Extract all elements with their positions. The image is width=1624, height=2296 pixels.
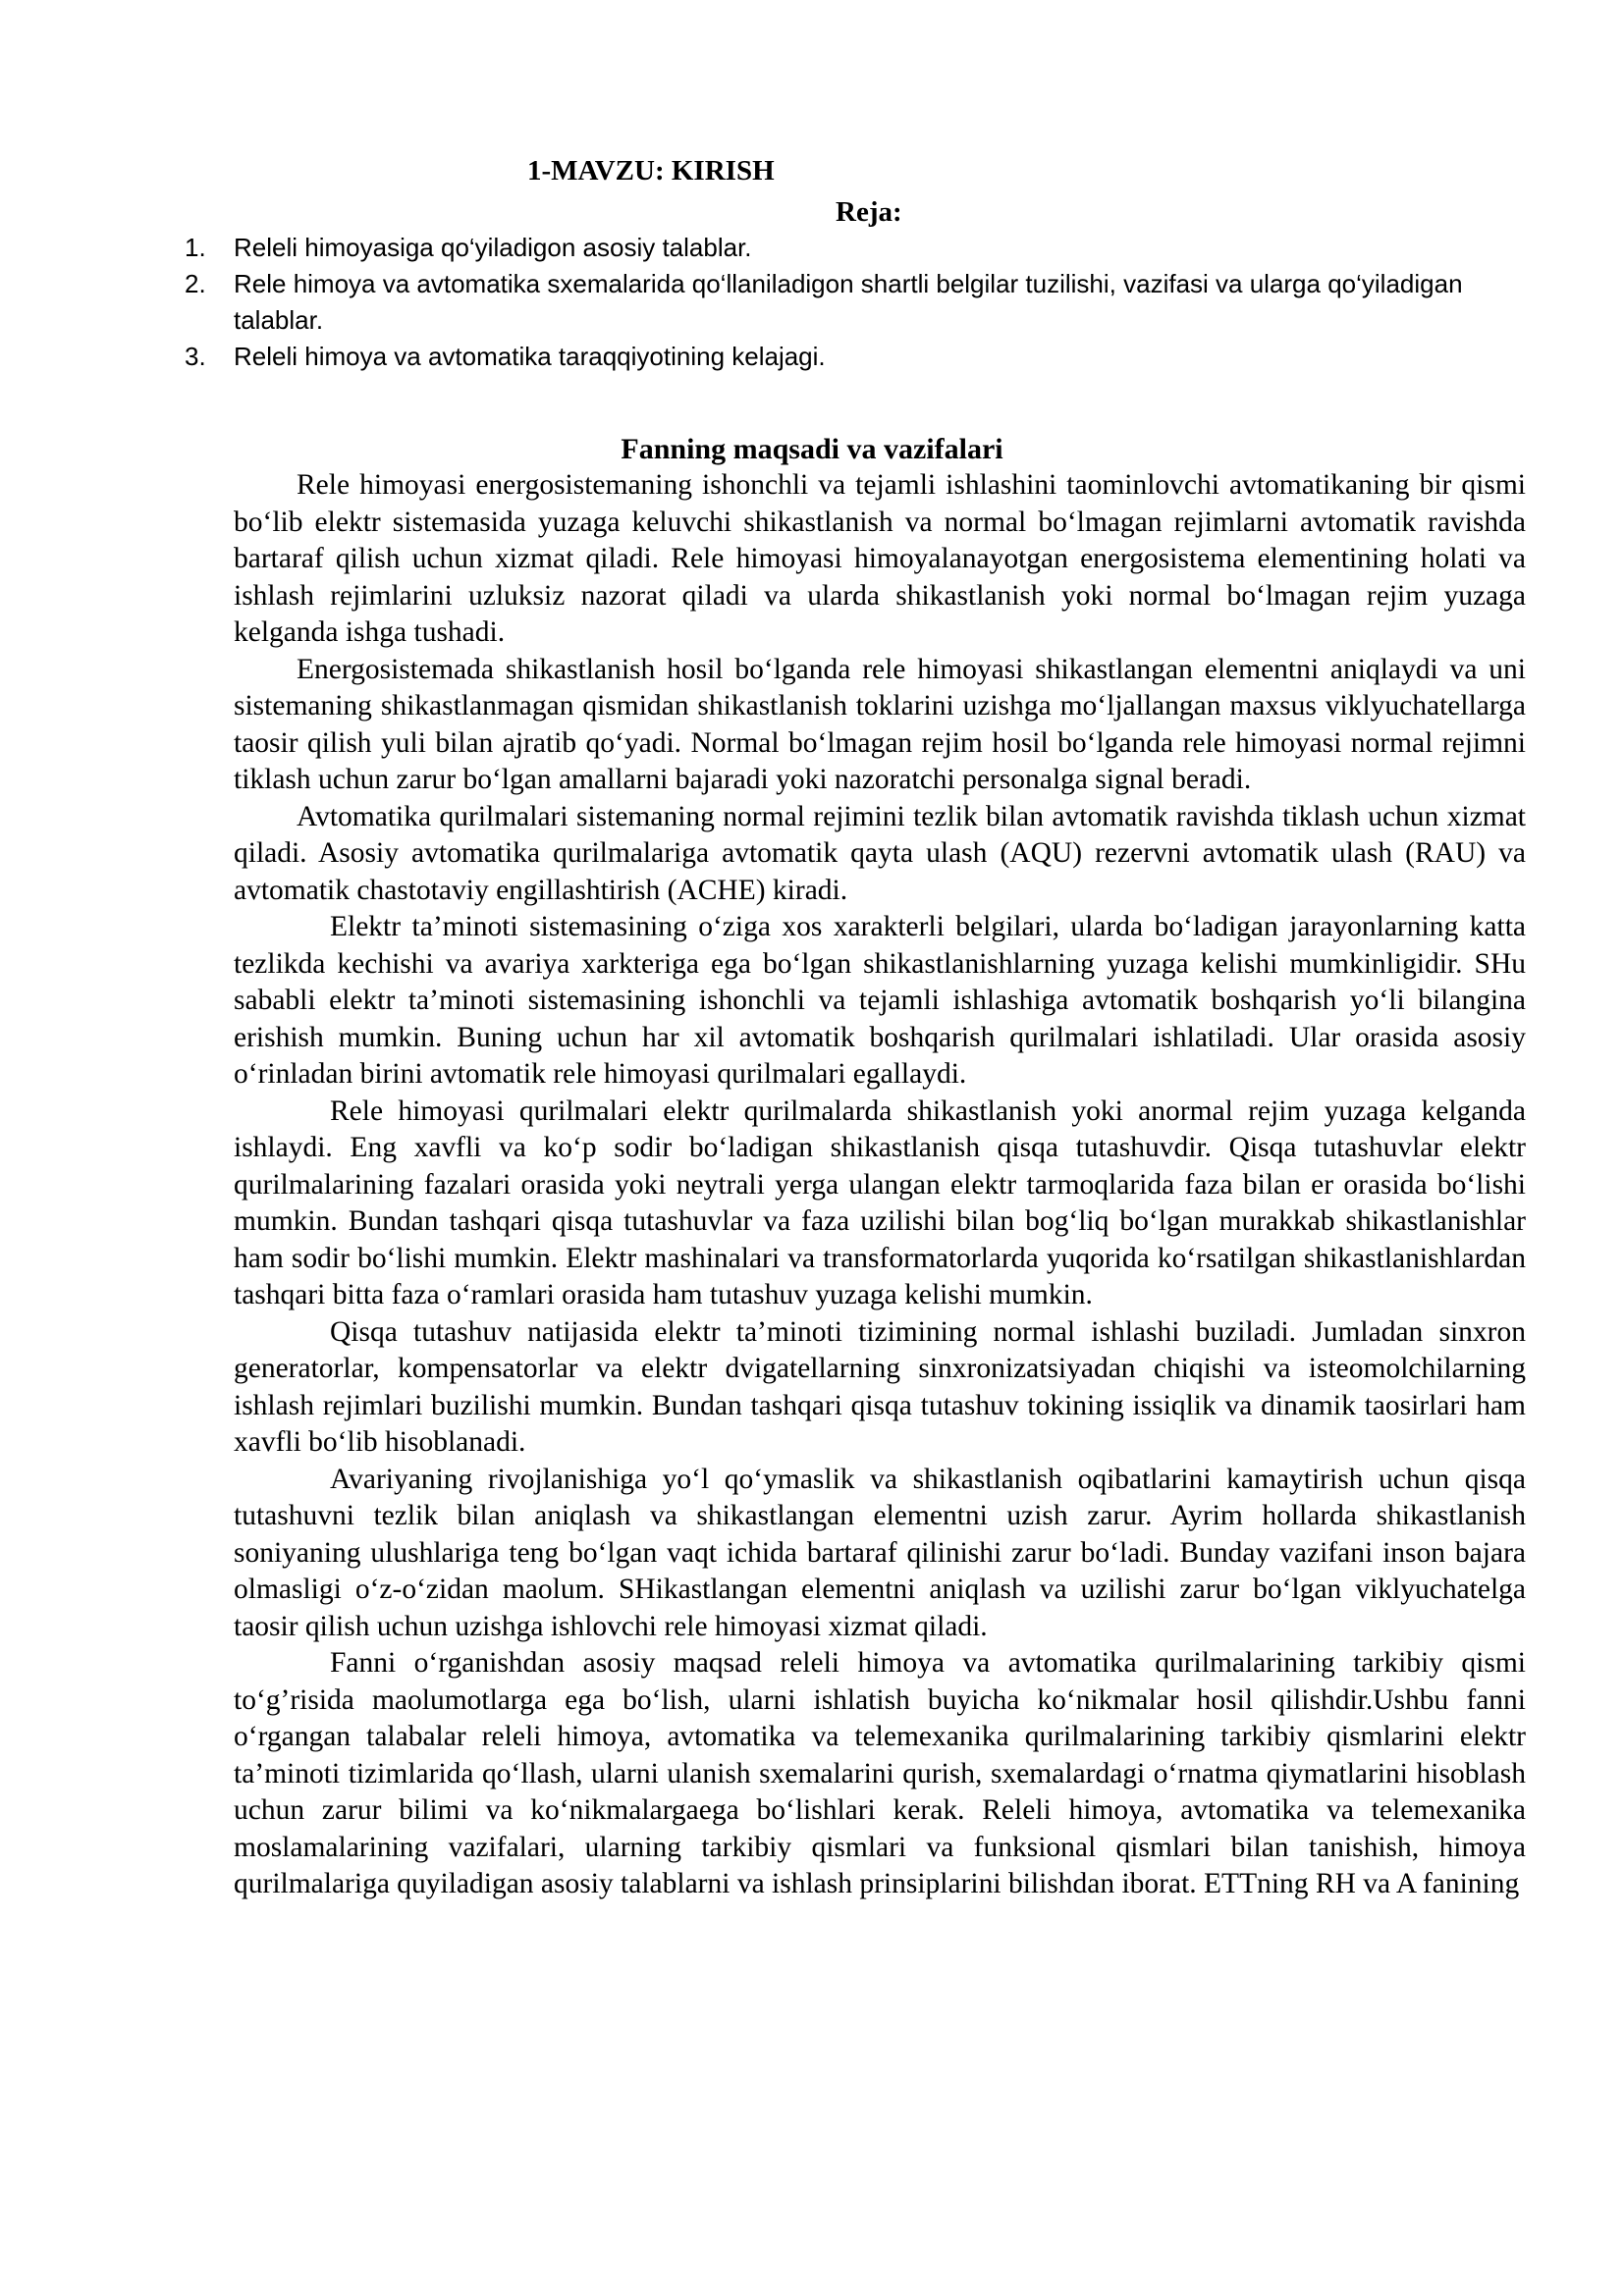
paragraph: Energosistemada shikastlanish hosil bo‘lganda rele himoyasi shikastlangan elementni aniqlaydi va uni sistemaning shikastlanmagan qismidan shikastlanish toklarini uzishga mo‘ljallangan maxsus viklyuchatellarga taosir qilish yuli bilan ajratib qo‘yadi. Normal bo‘lmagan rejim hosil bo‘lganda rele himoyasi normal rejimni tiklash uchun zarur bo‘lgan amallarni bajaradi yoki nazoratchi personalga signal beradi. xyxy=(234,653,1526,795)
plan-item-text: Rele himoya va avtomatika sxemalarida qo‘llaniladigon shartli belgilar tuzilishi, vazifasi va ularga qo‘yiladigan talablar. xyxy=(234,269,1463,335)
plan-item-number: 1. xyxy=(185,233,206,262)
paragraph: Avariyaning rivojlanishiga yo‘l qo‘ymaslik va shikastlanish oqibatlarini kamaytirish uchun qisqa tutashuvni tezlik bilan aniqlash va shikastlangan elementni uzish zarur. Ayrim hollarda shikastlanish soniyaning ulushlariga teng bo‘lgan vaqt ichida bartaraf qilinishi zarur bo‘ladi. Bunday vazifani inson bajara olmasligi o‘z-o‘zidan maolum. SHikastlangan elementni aniqlash va uzilishi zarur bo‘lgan viklyuchatelga taosir qilish uchun uzishga ishlovchi rele himoyasi xizmat qiladi. xyxy=(234,1463,1526,1642)
paragraph: Rele himoyasi energosistemaning ishonchli va tejamli ishlashini taominlovchi avtomatikaning bir qismi bo‘lib elektr sistemasida yuzaga keluvchi shikastlanish va normal bo‘lmagan rejimlarni avtomatik ravishda bartaraf qilish uchun xizmat qiladi. Rele himoyasi himoyalanayotgan energosistema elementining holati va ishlash rejimlarini uzluksiz nazorat qiladi va ularda shikastlanish yoki normal bo‘lmagan rejim yuzaga kelganda ishga tushadi. xyxy=(234,469,1526,648)
plan-item-text: Releli himoya va avtomatika taraqqiyotining kelajagi. xyxy=(234,342,826,371)
plan-item-number: 2. xyxy=(185,269,206,298)
paragraph: Avtomatika qurilmalari sistemaning normal rejimini tezlik bilan avtomatik ravishda tiklash uchun xizmat qiladi. Asosiy avtomatika qurilmalariga avtomatik qayta ulash (AQU) rezervni avtomatik ulash (RAU) va avtomatik chastotaviy engillashtirish (ACHE) kiradi. xyxy=(234,800,1526,906)
plan-list xyxy=(177,230,1483,375)
plan-item xyxy=(177,339,1483,375)
paragraph: Elektr ta’minoti sistemasining o‘ziga xos xarakterli belgilari, ularda bo‘ladigan jarayonlarning katta tezlikda kechishi va avariya xarkteriga ega bo‘lgan shikastlanishlarning yuzaga kelishi mumkinligidir. SHu sababli elektr ta’minoti sistemasining ishonchli va tejamli ishlashiga avtomatik boshqarish yo‘li bilangina erishish mumkin. Buning uchun har xil avtomatik boshqarish qurilmalari ishlatiladi. Ular orasida asosiy o‘rinladan birini avtomatik rele himoyasi qurilmalari egallaydi. xyxy=(234,911,1526,1090)
plan-item xyxy=(177,230,1483,266)
paragraph: Fanni o‘rganishdan asosiy maqsad releli himoya va avtomatika qurilmalarining tarkibiy qismi to‘g’risida maolumotlarga ega bo‘lish, ularni ishlatish buyicha ko‘nikmalar hosil qilishdir.Ushbu fanni o‘rgangan talabalar releli himoya, avtomatika va telemexanika qurilmalarining tarkibiy qismlarini elektr ta’minoti tizimlarida qo‘llash, ularni ulanish sxemalarini qurish, sxemalardagi o‘rnatma qiymatlarini hisoblash uchun zarur bilimi va ko‘nikmalargaega bo‘lishlari kerak. Releli himoya, avtomatika va telemexanika moslamalarining vazifalari, ularning tarkibiy qismlari va funksional qismlari bilan tanishish, himoya qurilmalariga quyiladigan asosiy talablarni va ishlash prinsiplarini bilishdan iborat. ETTning RH va A fanining xyxy=(234,1647,1526,1899)
body-text xyxy=(234,467,1526,1903)
plan-label: Reja: xyxy=(836,196,902,228)
paragraph: Qisqa tutashuv natijasida elektr ta’minoti tizimining normal ishlashi buziladi. Jumladan sinxron generatorlar, kompensatorlar va elektr dvigatellarning sinxronizatsiyadan chiqishi va isteomolchilarning ishlash rejimlari buzilishi mumkin. Bundan tashqari qisqa tutashuv tokining issiqlik va dinamik taosirlari ham xavfli bo‘lib hisoblanadi. xyxy=(234,1315,1526,1458)
paragraph: Rele himoyasi qurilmalari elektr qurilmalarda shikastlanish yoki anormal rejim yuzaga kelganda ishlaydi. Eng xavfli va ko‘p sodir bo‘ladigan shikastlanish qisqa tutashuvdir. Qisqa tutashuvlar elektr qurilmalarining fazalari orasida yoki neytrali yerga ulangan elektr tarmoqlarida faza bilan er orasida bo‘lishi mumkin. Bundan tashqari qisqa tutashuvlar va faza uzilishi bilan bog‘liq bo‘lgan murakkab shikastlanishlar ham sodir bo‘lishi mumkin. Elektr mashinalari va transformatorlarda yuqorida ko‘rsatilgan shikastlanishlardan tashqari bitta faza o‘ramlari orasida ham tutashuv yuzaga kelishi mumkin. xyxy=(234,1095,1526,1310)
page-title: 1-MAVZU: KIRISH xyxy=(527,155,775,187)
plan-item-text: Releli himoyasiga qo‘yiladigon asosiy talablar. xyxy=(234,233,752,262)
section-heading: Fanning maqsadi va vazifalari xyxy=(621,433,1003,465)
plan-item xyxy=(177,266,1483,339)
plan-item-number: 3. xyxy=(185,342,206,371)
